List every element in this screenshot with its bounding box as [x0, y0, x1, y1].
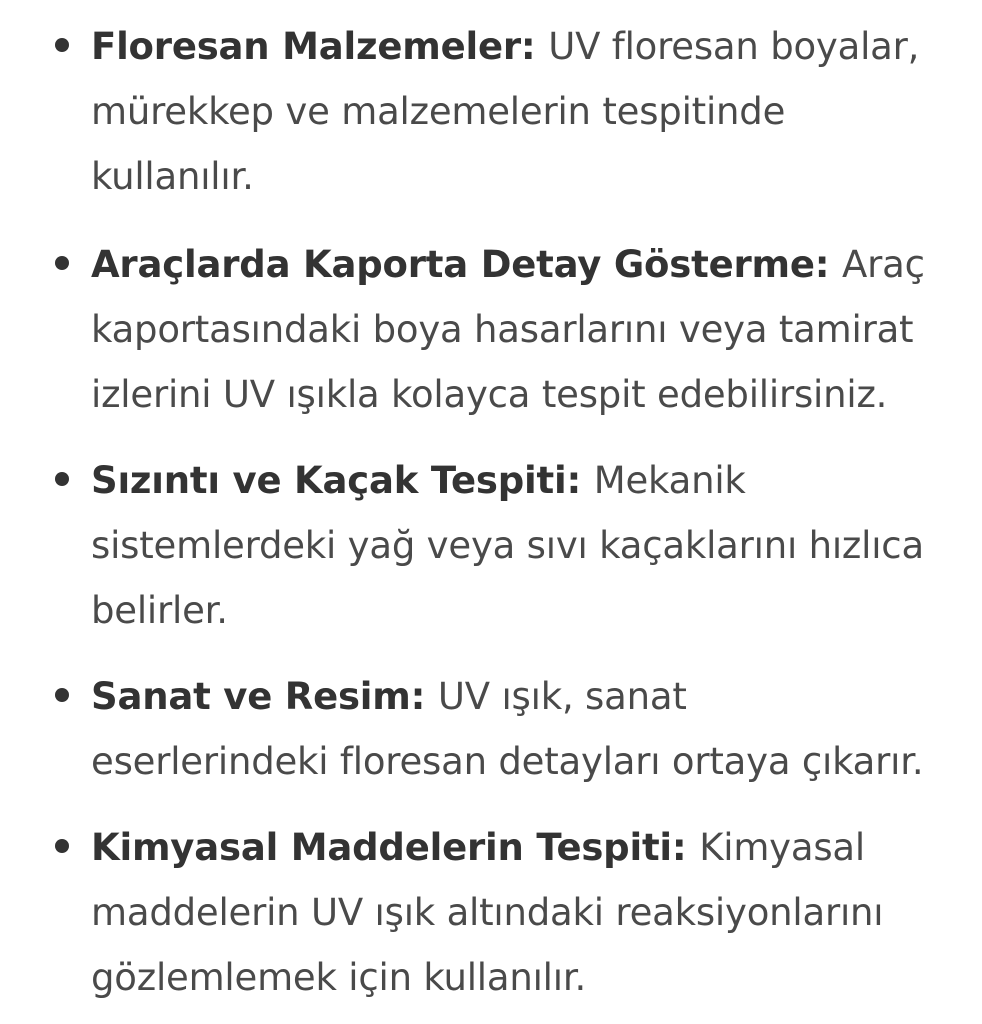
bullet-icon [55, 256, 69, 270]
item-title: Araçlarda Kaporta Detay Gösterme: [91, 243, 843, 286]
bullet-icon [55, 688, 69, 702]
item-description: Mekanik sistemlerdeki yağ veya sıvı kaçaklarını hızlıca belirler. [91, 459, 924, 632]
item-description: UV ışık, sanat eserlerindeki floresan detayları ortaya çıkarır. [91, 675, 924, 783]
bullet-icon [55, 38, 69, 52]
item-title: Floresan Malzemeler: [91, 25, 549, 68]
item-description: Araç kaportasındaki boya hasarlarını veya tamirat izlerini UV ışıkla kolayca tespit edebilirsiniz. [91, 243, 925, 416]
bullet-icon [55, 472, 69, 486]
item-title: Kimyasal Maddelerin Tespiti: [91, 826, 700, 869]
item-description: UV floresan boyalar, mürekkep ve malzemelerin tespitinde kullanılır. [91, 25, 920, 198]
bullet-icon [55, 839, 69, 853]
list-item-kimyasal-maddeler [91, 815, 931, 1010]
list-item-sizinti-tespiti [91, 448, 931, 643]
list-item-kaporta-detay [91, 232, 931, 427]
list-item-sanat-ve-resim [91, 664, 931, 794]
item-description: Kimyasal maddelerin UV ışık altındaki reaksiyonlarını gözlemlemek için kullanılır. [91, 826, 884, 999]
item-title: Sızıntı ve Kaçak Tespiti: [91, 459, 594, 502]
item-title: Sanat ve Resim: [91, 675, 438, 718]
list-item-floresan-malzemeler [91, 14, 931, 209]
